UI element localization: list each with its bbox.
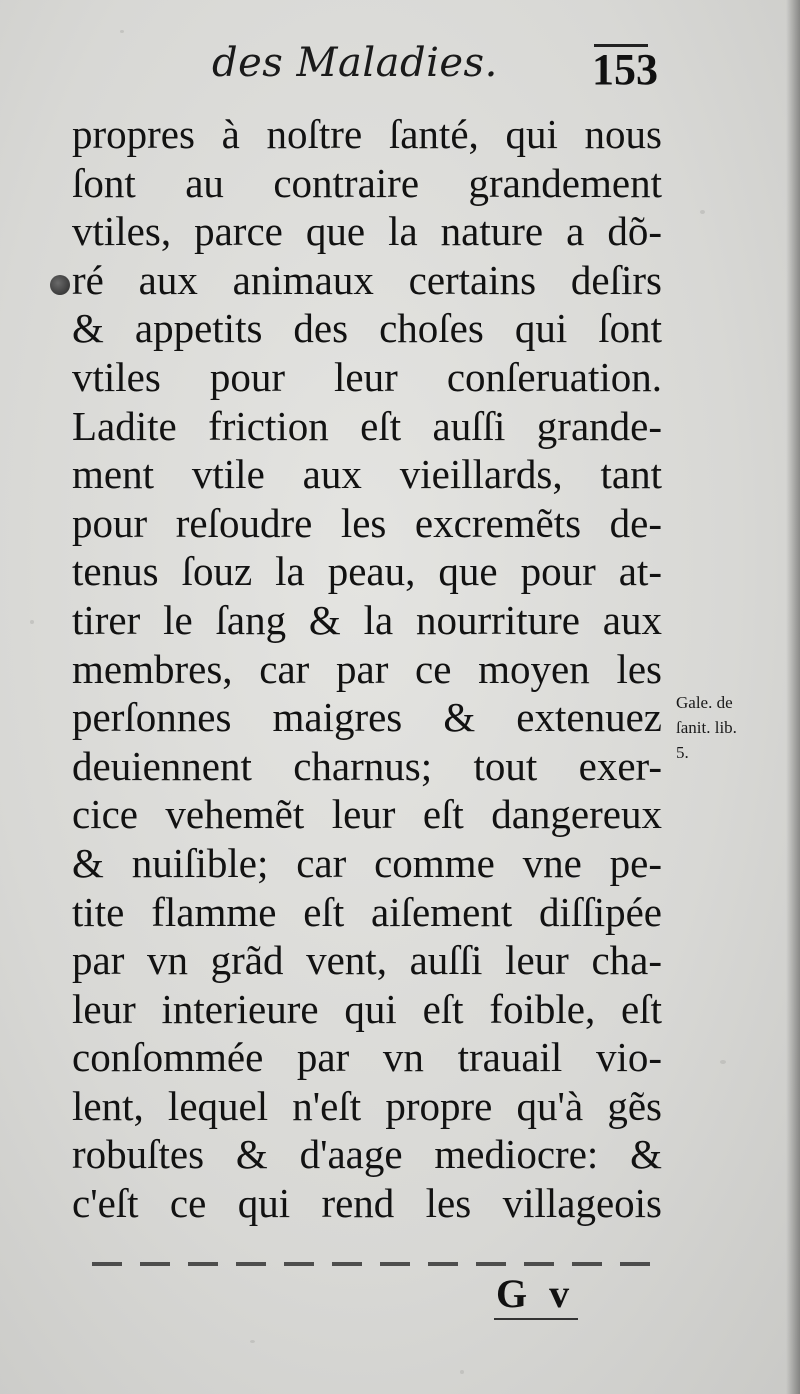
text-line: vtiles pour leur conſeruation.: [72, 353, 662, 400]
text-line: propres à noſtre ſanté, qui nous: [72, 111, 662, 157]
text-line: vtiles, parce que la nature a dõ-: [72, 208, 662, 255]
running-head: des Maladies.: [212, 40, 498, 86]
text-line: pour reſoudre les excremẽts de-: [72, 499, 662, 546]
paper-fleck: [250, 1340, 255, 1343]
text-line: robuſtes & d'aage mediocre: &: [72, 1131, 662, 1178]
page-number: 153: [592, 45, 658, 94]
margin-note-line: Gale. de: [676, 693, 733, 712]
margin-note: [676, 690, 794, 765]
paper-fleck: [700, 210, 705, 214]
text-line: conſommée par vn trauail vio-: [72, 1034, 662, 1081]
text-line: Ladite friction eſt auſſi grande-: [72, 402, 662, 449]
text-line: perſonnes maigres & extenuez: [72, 694, 662, 741]
paper-fleck: [720, 1060, 726, 1064]
margin-note-line: ſanit. lib.: [676, 718, 737, 737]
text-line: tite flamme eſt aiſement diſſipée: [72, 888, 662, 935]
text-line: par vn grãd vent, auſſi leur cha-: [72, 937, 662, 984]
underline-marks: [92, 1262, 664, 1266]
text-line: ſont au contraire grandement: [72, 159, 662, 206]
text-line: c'eſt ce qui rend les villageois: [72, 1180, 662, 1227]
text-line: & appetits des choſes qui ſont: [72, 305, 662, 352]
text-line: ment vtile aux vieillards, tant: [72, 451, 662, 498]
text-line: cice vehemẽt leur eſt dangereux: [72, 791, 662, 838]
text-line: membres, car par ce moyen les: [72, 645, 662, 692]
text-line: leur interieure qui eſt foible, eſt: [72, 985, 662, 1032]
paper-fleck: [460, 1370, 464, 1374]
margin-note-line: 5.: [676, 743, 689, 762]
catchword-underline: [494, 1318, 578, 1320]
body-text: [72, 110, 662, 1228]
paper-fleck: [30, 620, 34, 624]
catchword: G v: [496, 1271, 576, 1316]
text-line: deuiennent charnus; tout exer-: [72, 742, 662, 789]
paper-fleck: [120, 30, 124, 33]
text-line: ré aux animaux certains deſirs: [72, 256, 662, 303]
text-line: tirer le ſang & la nourriture aux: [72, 596, 662, 643]
text-line: lent, lequel n'eſt propre qu'à gẽs: [72, 1082, 662, 1129]
text-line: & nuiſible; car comme vne pe-: [72, 839, 662, 886]
ink-blot: [50, 275, 70, 295]
text-line: tenus ſouz la peau, que pour at-: [72, 548, 662, 595]
